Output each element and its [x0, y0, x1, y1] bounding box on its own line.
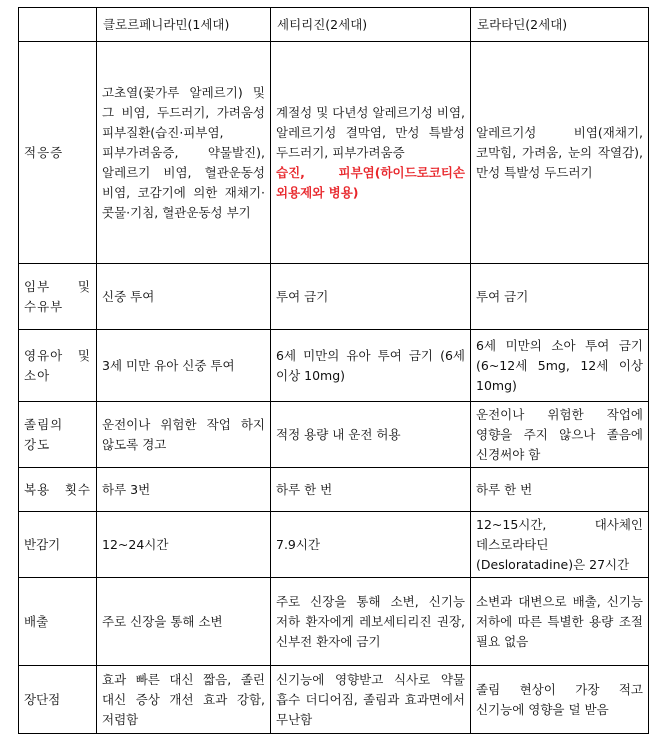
table-cell: 고초열(꽃가루 알레르기) 및 그 비염, 두드러기, 가려움성 피부질환(습진·피부염, 피부가려움증, 약물발진), 알레르기 비염, 혈관운동성 비염, 코감기에 의한 재채기·콧물·기침, 혈관운동성 부기 — [97, 42, 271, 264]
cell-text: 계절성 및 다년성 알레르기성 비염, 알레르기성 결막염, 만성 특발성 두드러기, 피부가려움증 — [276, 104, 465, 160]
row-label: 임부 및 수유부 — [19, 264, 97, 330]
table-cell: 신중 투여 — [97, 264, 271, 330]
table-cell: 투여 금기 — [271, 264, 471, 330]
table-cell: 투여 금기 — [471, 264, 649, 330]
table-cell: 12~15시간, 대사체인 데스로라타딘(Desloratadine)은 27시간 — [471, 512, 649, 578]
table-row-excretion — [19, 578, 649, 666]
row-label: 복용 횟수 — [19, 468, 97, 512]
header-cell-cetirizine: 세티리진(2세대) — [271, 8, 471, 42]
table-cell: 졸림 현상이 가장 적고 신기능에 영향을 덜 받음 — [471, 666, 649, 734]
row-label: 졸림의 강도 — [19, 402, 97, 468]
table-cell: 3세 미만 유아 신중 투여 — [97, 330, 271, 402]
table-cell: 12~24시간 — [97, 512, 271, 578]
row-label: 장단점 — [19, 666, 97, 734]
header-cell-empty — [19, 8, 97, 42]
table-cell: 운전이나 위험한 작업 하지 않도록 경고 — [97, 402, 271, 468]
table-cell: 적정 용량 내 운전 허용 — [271, 402, 471, 468]
table-cell: 신기능에 영향받고 식사로 약물 흡수 더디어짐, 졸림과 효과면에서 무난함 — [271, 666, 471, 734]
table-cell: 주로 신장을 통해 소변 — [97, 578, 271, 666]
table-cell: 주로 신장을 통해 소변, 신기능 저하 환자에게 레보세티리진 권장, 신부전 환자에 금기 — [271, 578, 471, 666]
table-cell: 알레르기성 비염(재채기, 코막힘, 가려움, 눈의 작열감), 만성 특발성 두드러기 — [471, 42, 649, 264]
header-cell-loratadine: 로라타딘(2세대) — [471, 8, 649, 42]
row-label: 영유아 및 소아 — [19, 330, 97, 402]
table-cell: 7.9시간 — [271, 512, 471, 578]
table-cell: 6세 미만의 유아 투여 금기 (6세 이상 10mg) — [271, 330, 471, 402]
table-row-drowsiness — [19, 402, 649, 468]
table-cell: 효과 빠른 대신 짧음, 졸린 대신 증상 개선 효과 강함, 저렴함 — [97, 666, 271, 734]
header-cell-chlorpheniramine: 클로르페니라민(1세대) — [97, 8, 271, 42]
table-cell: 운전이나 위험한 작업에 영향을 주지 않으나 졸음에 신경써야 함 — [471, 402, 649, 468]
table-row-half-life — [19, 512, 649, 578]
antihistamine-comparison-table — [18, 7, 649, 734]
table-row-dosing — [19, 468, 649, 512]
table-cell: 하루 한 번 — [471, 468, 649, 512]
table-cell: 6세 미만의 소아 투여 금기(6~12세 5mg, 12세 이상 10mg) — [471, 330, 649, 402]
row-label: 적응증 — [19, 42, 97, 264]
table-row-pregnancy — [19, 264, 649, 330]
table-row-indications — [19, 42, 649, 264]
table-header-row — [19, 8, 649, 42]
table-row-pros-cons — [19, 666, 649, 734]
table-cell: 소변과 대변으로 배출, 신기능 저하에 따른 특별한 용량 조절 필요 없음 — [471, 578, 649, 666]
highlighted-note: 습진, 피부염(하이드로코티손 외용제와 병용) — [276, 164, 465, 200]
table-cell — [271, 42, 471, 264]
table-row-children — [19, 330, 649, 402]
table-cell: 하루 한 번 — [271, 468, 471, 512]
table-cell: 하루 3번 — [97, 468, 271, 512]
row-label: 배출 — [19, 578, 97, 666]
row-label: 반감기 — [19, 512, 97, 578]
